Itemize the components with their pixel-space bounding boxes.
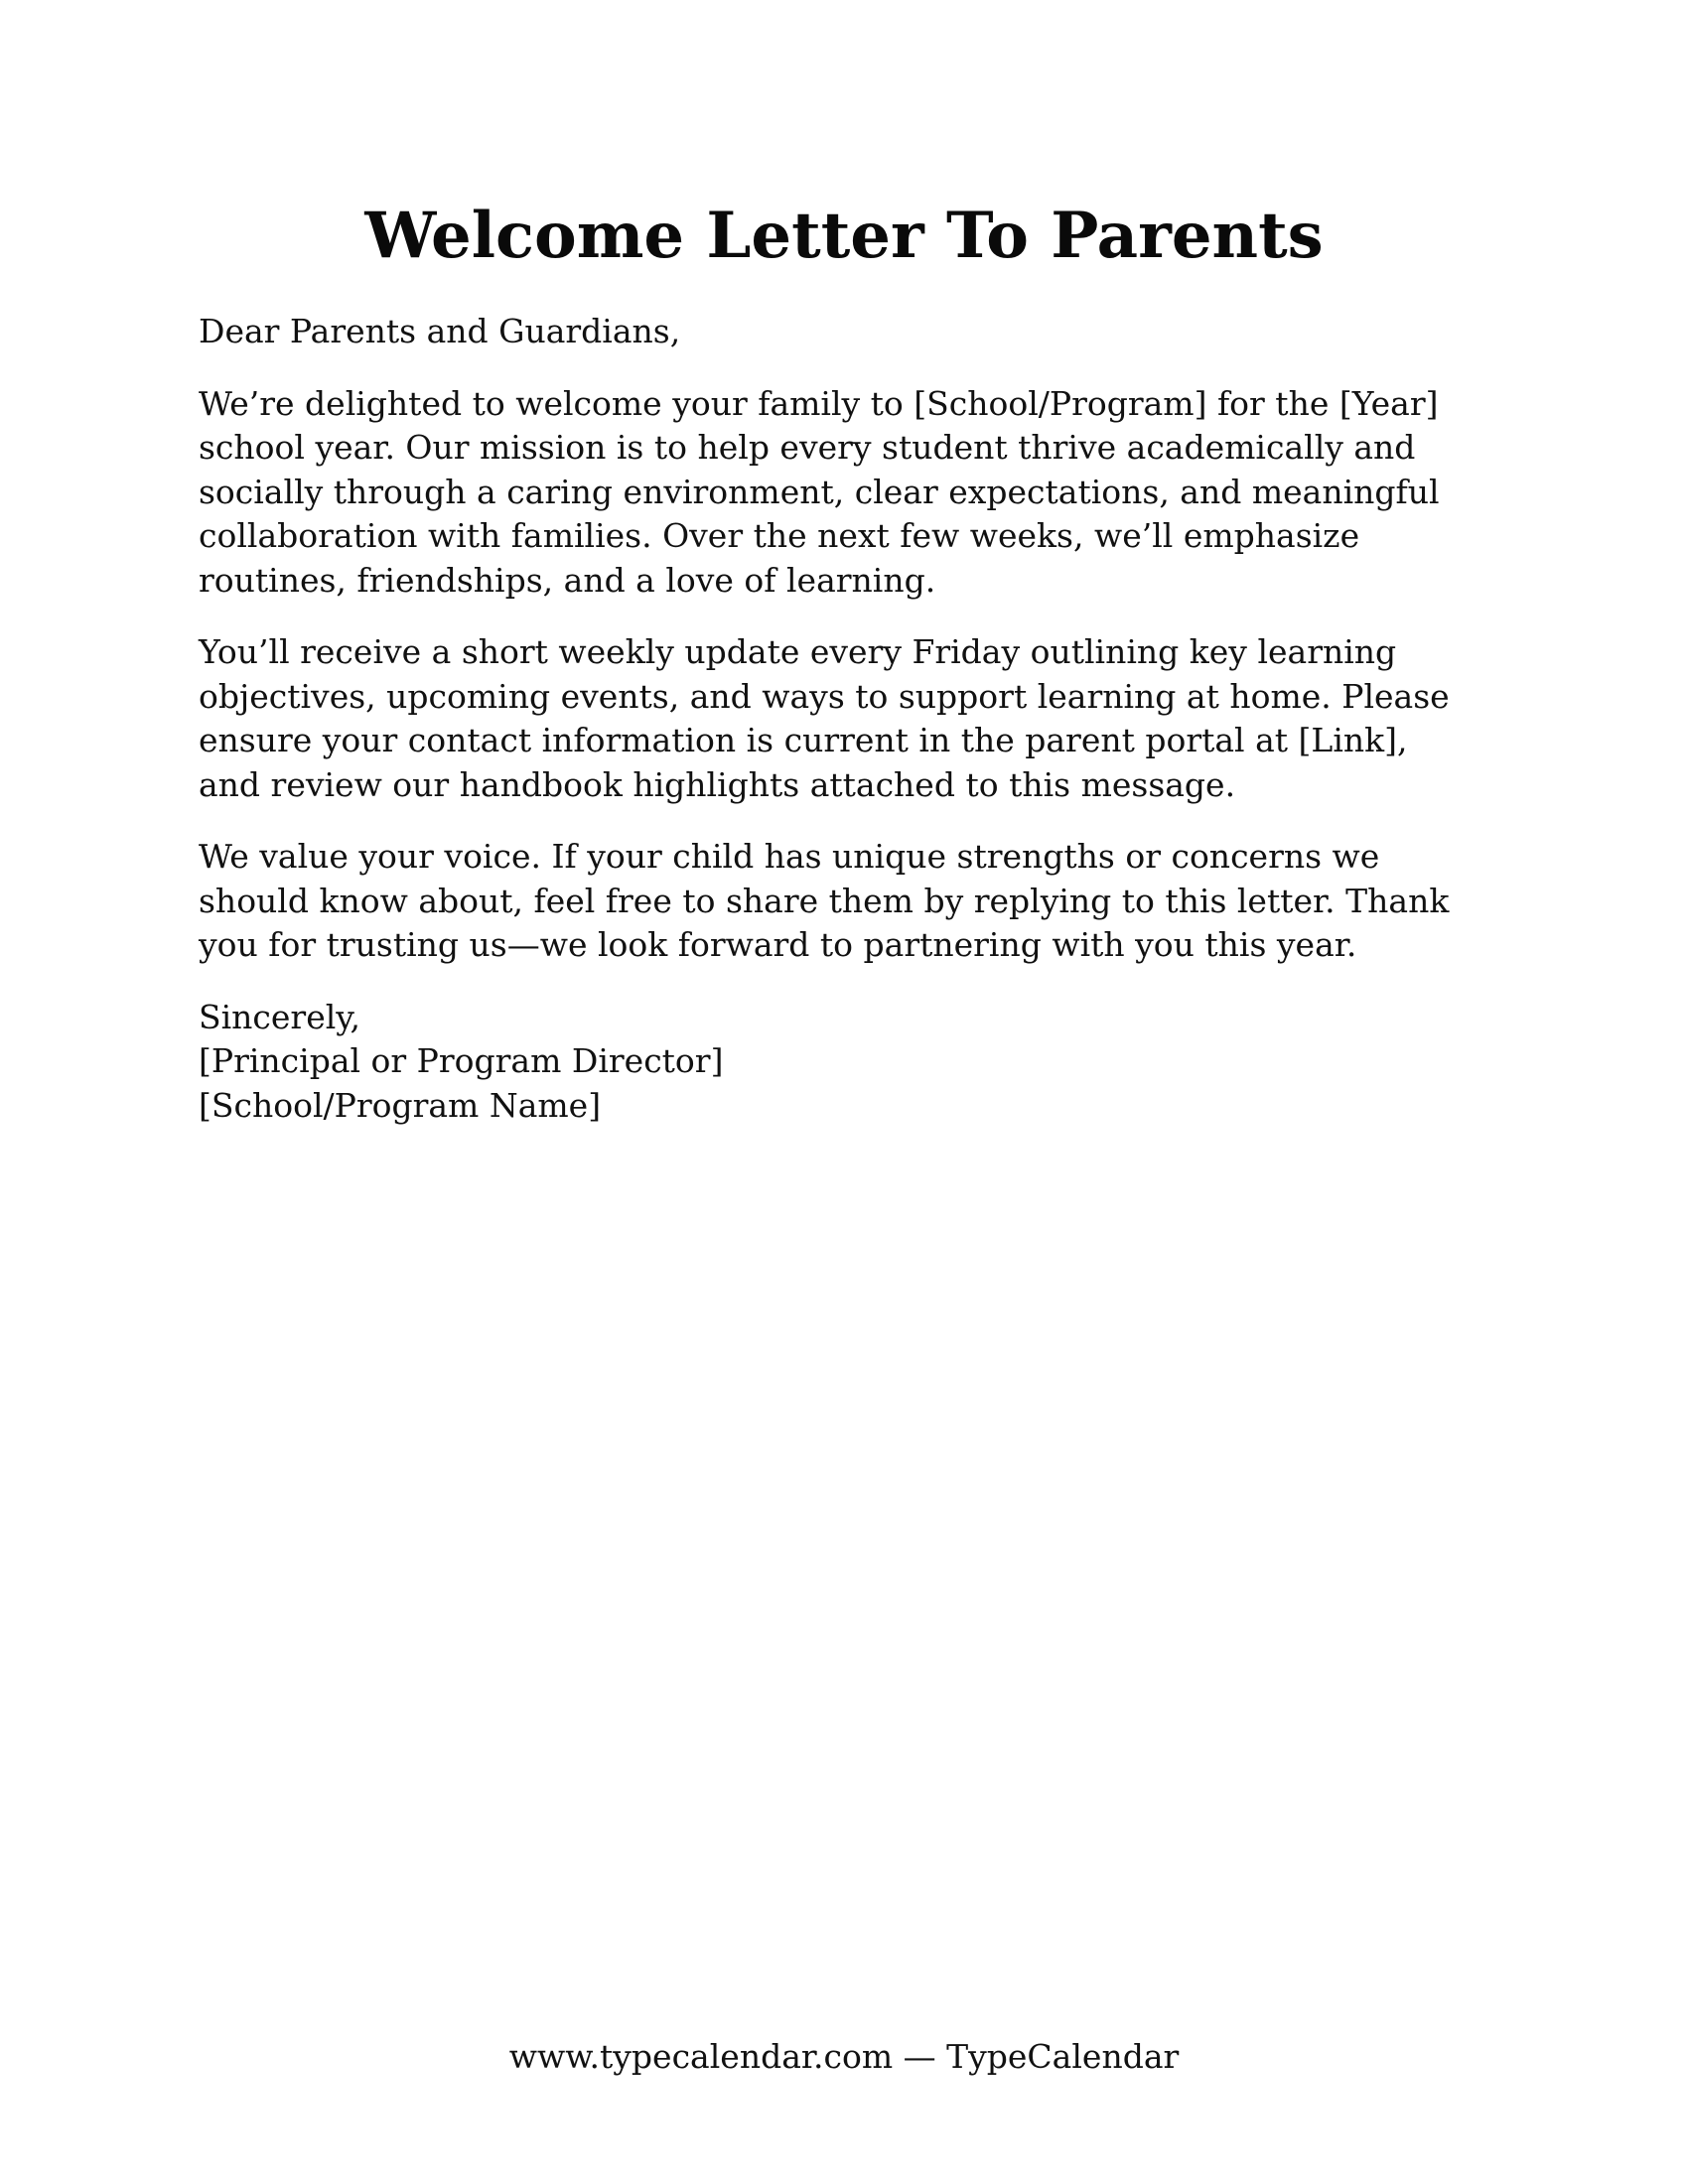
page-title: Welcome Letter To Parents [364,199,1324,273]
paragraph-weekly-update [199,630,1489,807]
paragraph-line: you for trusting us—we look forward to partnering with you this year. [199,925,1357,964]
paragraph-line: We’re delighted to welcome your family to [School/Program] for the [Year] [199,383,1439,423]
paragraph-line: collaboration with families. Over the next few weeks, we’ll emphasize [199,516,1360,555]
letter-body [199,310,1489,1128]
paragraph-line: routines, friendships, and a love of learning. [199,560,936,600]
paragraph-your-voice [199,835,1489,968]
signer-organization: [School/Program Name] [199,1085,602,1125]
signature-block [199,996,1489,1129]
signer-title: [Principal or Program Director] [199,1041,724,1080]
paragraph-line: school year. Our mission is to help every student thrive academically and [199,428,1416,467]
paragraph-line: ensure your contact information is current in the parent portal at [Link], [199,721,1408,759]
paragraph-line: We value your voice. If your child has unique strengths or concerns we [199,837,1380,876]
footer-credit: www.typecalendar.com — TypeCalendar [508,2037,1180,2076]
paragraph-line: You’ll receive a short weekly update every Friday outlining key learning [199,632,1397,671]
paragraph-line: should know about, feel free to share them by replying to this letter. Thank [199,881,1450,920]
salutation: Dear Parents and Guardians, [199,312,681,350]
paragraph-welcome [199,382,1489,604]
closing: Sincerely, [199,997,361,1036]
paragraph-line: objectives, upcoming events, and ways to support learning at home. Please [199,676,1450,716]
paragraph-line: socially through a caring environment, clear expectations, and meaningful [199,472,1440,511]
paragraph-line: and review our handbook highlights attached to this message. [199,764,1236,804]
